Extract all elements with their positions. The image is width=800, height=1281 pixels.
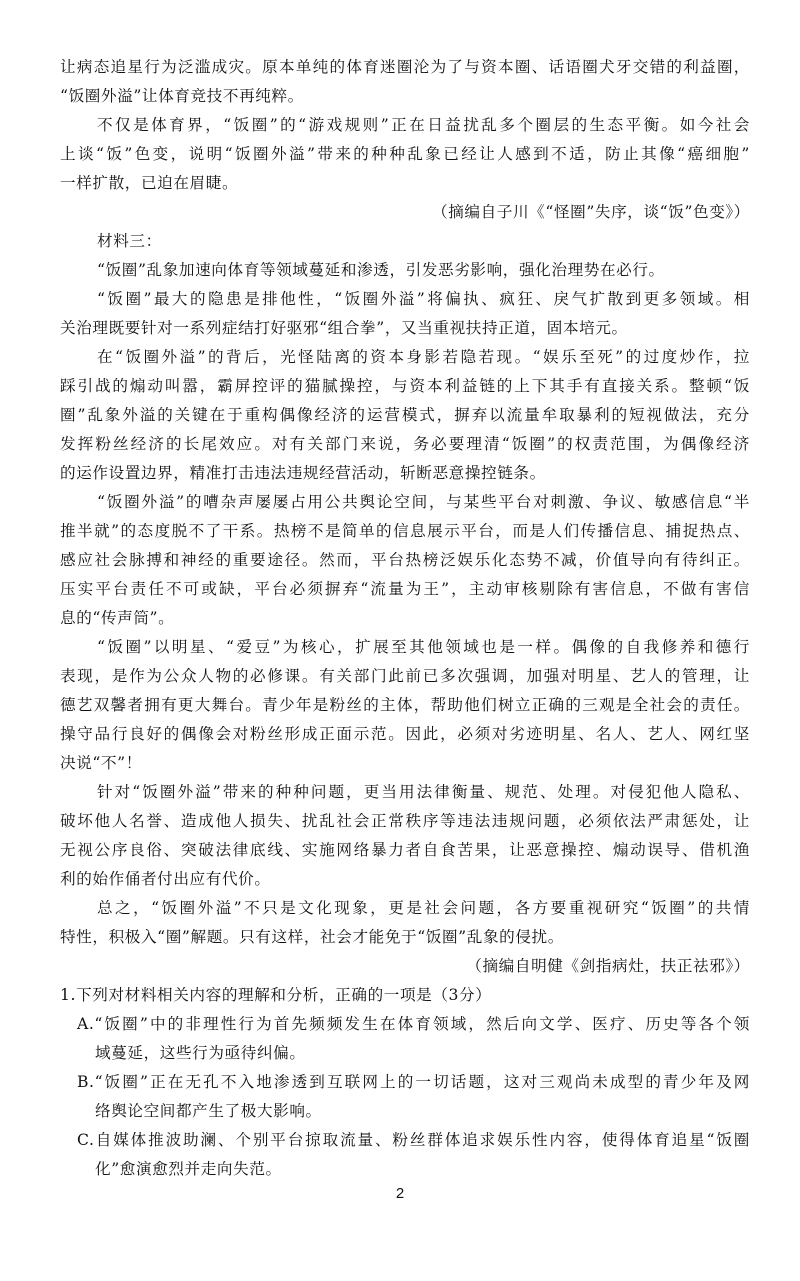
text-line: 的运作设置边界，精准打击违法违规经营活动，斩断恶意操控链条。 bbox=[60, 464, 546, 482]
text-line: 推半就”的态度脱不了干系。热榜不是简单的信息展示平台，而是人们传播信息、捕捉热点、 bbox=[60, 522, 750, 540]
text-line: 踩引战的煽动叫嚣，霸屏控评的猫腻操控，与资本利益链的上下其手有直接关系。整顿“饭 bbox=[60, 377, 750, 395]
text-line: “饭圈外溢”让体育竞技不再纯粹。 bbox=[60, 87, 304, 105]
text-line: 压实平台责任不可或缺，平台必须摒弃“流量为王”，主动审核剔除有害信息，不做有害信 bbox=[60, 580, 750, 598]
text-line: 在“饭圈外溢”的背后，光怪陆离的资本身影若隐若现。“娱乐至死”的过度炒作，拉 bbox=[97, 348, 750, 366]
text-line: 表现，是作为公众人物的必修课。有关部门此前已多次强调，加强对明星、艺人的管理，让 bbox=[60, 667, 750, 685]
source-citation: （摘编自明健《剑指病灶，扶正祛邪》） bbox=[466, 957, 750, 975]
option-b-continuation: 络舆论空间都产生了极大影响。 bbox=[95, 1102, 322, 1120]
option-a: A.“饭圈”中的非理性行为首先频频发生在体育领域，然后向文学、医疗、历史等各个领 bbox=[77, 1015, 750, 1033]
question-stem: 1.下列对材料相关内容的理解和分析，正确的一项是（3分） bbox=[60, 986, 492, 1004]
text-line: 决说“不”！ bbox=[60, 754, 142, 772]
text-line: 感应社会脉搏和神经的重要途径。然而，平台热榜泛娱乐化态势不减，价值导向有待纠正。 bbox=[60, 551, 750, 569]
option-a-continuation: 域蔓延，这些行为亟待纠偏。 bbox=[95, 1044, 306, 1062]
text-line: “饭圈”乱象加速向体育等领域蔓延和渗透，引发恶劣影响，强化治理势在必行。 bbox=[97, 261, 665, 279]
option-b: B.“饭圈”正在无孔不入地渗透到互联网上的一切话题，这对三观尚未成型的青少年及网 bbox=[77, 1073, 750, 1091]
text-line: 无视公序良俗、突破法律底线、实施网络暴力者自食苦果，让恶意操控、煽动误导、借机渔 bbox=[60, 841, 750, 859]
text-line: 利的始作俑者付出应有代价。 bbox=[60, 870, 271, 888]
text-line: “饭圈”以明星、“爱豆”为核心，扩展至其他领域也是一样。偶像的自我修养和德行 bbox=[97, 638, 750, 656]
text-line: 一样扩散，已迫在眉睫。 bbox=[60, 174, 239, 192]
text-line: 总之，“饭圈外溢”不只是文化现象，更是社会问题，各方要重视研究“饭圈”的共情 bbox=[97, 899, 750, 917]
text-line: 不仅是体育界，“饭圈”的“游戏规则”正在日益扰乱多个圈层的生态平衡。如今社会 bbox=[97, 116, 750, 134]
option-c-continuation: 化”愈演愈烈并走向失范。 bbox=[95, 1160, 282, 1178]
text-line: 特性，积极入“圈”解题。只有这样，社会才能免于“饭圈”乱象的侵扰。 bbox=[60, 928, 564, 946]
page-number: 2 bbox=[395, 1185, 405, 1202]
text-line: 息的“传声筒”。 bbox=[60, 609, 175, 627]
option-c: C.自媒体推波助澜、个别平台掠取流量、粉丝群体追求娱乐性内容，使得体育追星“饭圈 bbox=[77, 1131, 750, 1149]
text-line: “饭圈外溢”的嘈杂声屡屡占用公共舆论空间，与某些平台对刺激、争议、敏感信息“半 bbox=[97, 493, 750, 511]
text-line: 操守品行良好的偶像会对粉丝形成正面示范。因此，必须对劣迹明星、名人、艺人、网红坚 bbox=[60, 725, 750, 743]
section-heading: 材料三： bbox=[97, 232, 162, 250]
text-line: 让病态追星行为泛滥成灾。原本单纯的体育迷圈沦为了与资本圈、话语圈犬牙交错的利益圈， bbox=[60, 58, 750, 76]
text-line: “饭圈”最大的隐患是排他性，“饭圈外溢”将偏执、疯狂、戾气扩散到更多领域。相 bbox=[97, 290, 750, 308]
text-line: 针对“饭圈外溢”带来的种种问题，更当用法律衡量、规范、处理。对侵犯他人隐私、 bbox=[97, 783, 750, 801]
source-citation: （摘编自子川《“怪圈”失序，谈“饭”色变》） bbox=[432, 203, 750, 221]
text-line: 上谈“饭”色变，说明“饭圈外溢”带来的种种乱象已经让人感到不适，防止其像“癌细胞” bbox=[60, 145, 750, 163]
text-line: 圈”乱象外溢的关键在于重构偶像经济的运营模式，摒弃以流量牟取暴利的短视做法，充分 bbox=[60, 406, 750, 424]
text-line: 破坏他人名誉、造成他人损失、扰乱社会正常秩序等违法违规问题，必须依法严肃惩处，让 bbox=[60, 812, 750, 830]
text-line: 德艺双馨者拥有更大舞台。青少年是粉丝的主体，帮助他们树立正确的三观是全社会的责任。 bbox=[60, 696, 750, 714]
text-line: 发挥粉丝经济的长尾效应。对有关部门来说，务必要理清“饭圈”的权责范围，为偶像经济 bbox=[60, 435, 750, 453]
text-line: 关治理既要针对一系列症结打好驱邪“组合拳”，又当重视扶持正道，固本培元。 bbox=[60, 319, 628, 337]
